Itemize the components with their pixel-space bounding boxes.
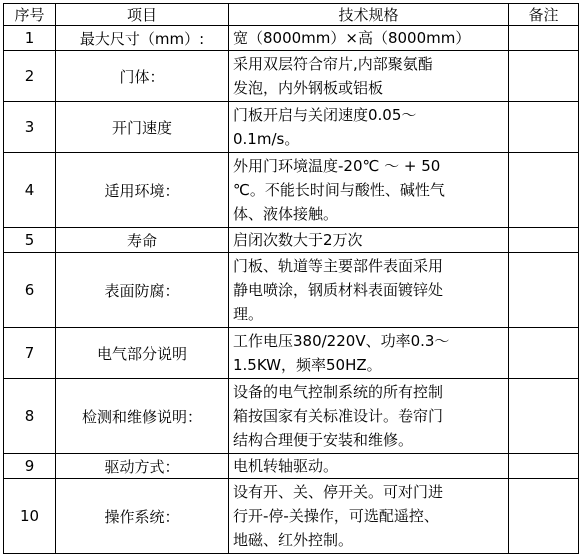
row-number: 10 [4,479,56,554]
table-row [4,51,579,102]
item-name: 驱动方式： [56,454,229,479]
spec-cell [229,102,509,153]
header-spec: 技术规格 [229,4,509,26]
spec-line: 设备的电气控制系统的所有控制 [233,383,444,401]
remark-cell [509,51,579,102]
spec-line: 门板、轨道等主要部件表面采用 [233,257,444,275]
remark-cell [509,228,579,253]
spec-line: 0.1m/s。 [233,130,300,148]
remark-cell [509,153,579,228]
item-name: 开门速度 [56,102,229,153]
item-name: 门体： [56,51,229,102]
table-row [4,454,579,479]
spec-line: 地磁、红外控制。 [233,531,354,549]
spec-line: 体、液体接触。 [233,205,339,223]
spec-line: 外用门环境温度-20℃ ～ + 50 [233,157,441,175]
row-number: 1 [4,26,56,51]
spec-cell [229,253,509,328]
spec-line: 静电喷涂，钢质材料表面镀锌处 [233,281,444,299]
spec-cell [229,328,509,379]
item-name: 电气部分说明 [56,328,229,379]
spec-line: 理。 [233,305,264,323]
row-number: 2 [4,51,56,102]
row-number: 3 [4,102,56,153]
spec-line: 箱按国家有关标准设计。卷帘门 [233,407,444,425]
spec-line: ℃。不能长时间与酸性、碱性气 [233,181,445,199]
remark-cell [509,253,579,328]
spec-cell [229,228,509,253]
row-number: 6 [4,253,56,328]
spec-cell [229,153,509,228]
item-name: 表面防腐： [56,253,229,328]
spec-line: 发泡，内外钢板或铝板 [233,79,384,97]
remark-cell [509,379,579,454]
table-row [4,253,579,328]
spec-cell [229,51,509,102]
header-remark: 备注 [509,4,579,26]
item-name: 寿命 [56,228,229,253]
table-row [4,102,579,153]
row-number: 7 [4,328,56,379]
remark-cell [509,102,579,153]
table-row [4,479,579,554]
spec-line: 启闭次数大于2万次 [233,231,363,249]
spec-line: 门板开启与关闭速度0.05～ [233,106,417,124]
item-name: 最大尺寸（mm）: [56,26,229,51]
row-number: 9 [4,454,56,479]
item-name: 操作系统： [56,479,229,554]
item-name: 适用环境： [56,153,229,228]
table-row [4,153,579,228]
spec-cell [229,26,509,51]
remark-cell [509,454,579,479]
remark-cell [509,479,579,554]
spec-table [3,3,579,554]
header-row [4,4,579,26]
spec-cell [229,454,509,479]
spec-line: 采用双层符合帘片,内部聚氨酯 [233,55,433,73]
spec-line: 设有开、关、停开关。可对门进 [233,483,444,501]
table-row [4,328,579,379]
spec-line: 结构合理便于安装和维修。 [233,431,414,449]
row-number: 8 [4,379,56,454]
item-name: 检测和维修说明： [56,379,229,454]
header-no: 序号 [4,4,56,26]
table-row [4,26,579,51]
table-row [4,228,579,253]
header-item: 项目 [56,4,229,26]
table-row [4,379,579,454]
spec-line: 工作电压380/220V、功率0.3～ [233,332,450,350]
spec-line: 宽（8000mm）×高（8000mm） [233,29,471,47]
spec-line: 电机转轴驱动。 [233,457,339,475]
row-number: 5 [4,228,56,253]
spec-line: 1.5KW，频率50HZ。 [233,356,382,374]
spec-cell [229,479,509,554]
spec-line: 行开-停-关操作，可选配遥控、 [233,507,439,525]
remark-cell [509,26,579,51]
spec-cell [229,379,509,454]
row-number: 4 [4,153,56,228]
remark-cell [509,328,579,379]
